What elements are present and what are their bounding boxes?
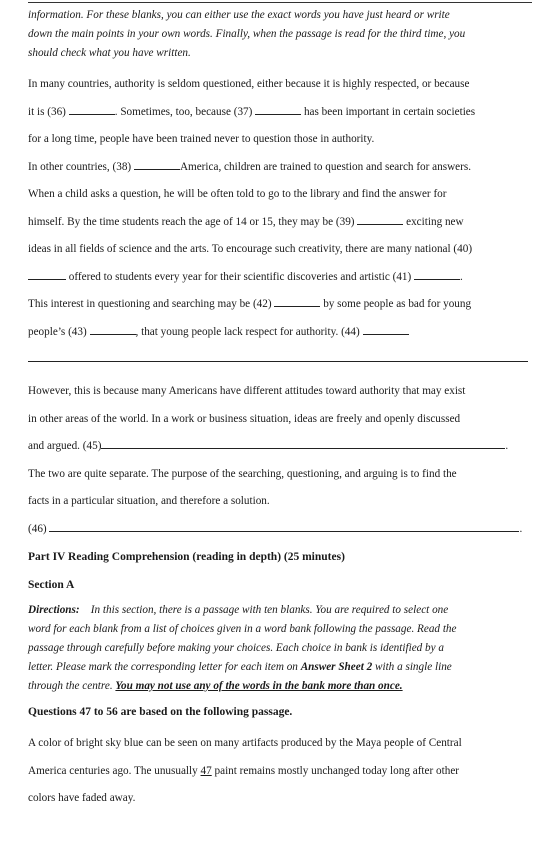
blank-41[interactable] bbox=[414, 268, 460, 280]
text-line: The two are quite separate. The purpose of the searching, questioning, and arguing is to find the bbox=[28, 467, 457, 480]
directions-block bbox=[28, 601, 532, 696]
intro-line: should check what you have written. bbox=[28, 47, 191, 59]
text-line: However, this is because many Americans have different attitudes toward authority that may exist bbox=[28, 385, 466, 397]
text-line: This interest in questioning and searching may be (42) by some people as bad for young bbox=[28, 291, 532, 319]
questions-heading: Questions 47 to 56 are based on the following passage. bbox=[28, 706, 293, 718]
text-line: In other countries, (38) America, children are trained to question and search for answers. bbox=[28, 154, 532, 182]
directions-line: letter. Please mark the corresponding letter for each item on Answer Sheet 2 with a single line bbox=[28, 661, 452, 673]
text-line: in other areas of the world. In a work or business situation, ideas are freely and openly discussed bbox=[28, 412, 461, 425]
text-line: offered to students every year for their scientific discoveries and artistic (41) . bbox=[28, 264, 532, 292]
reading-passage bbox=[28, 730, 532, 813]
word-bank-rule: You may not use any of the words in the bank more than once. bbox=[115, 680, 403, 692]
blank-44[interactable] bbox=[363, 323, 409, 335]
dictation-paragraph-3 bbox=[28, 378, 532, 461]
text-line: colors have faded away. bbox=[28, 792, 136, 804]
intro-instructions bbox=[28, 6, 532, 63]
part-iv-section bbox=[28, 547, 532, 722]
part-iv-title: Part IV Reading Comprehension (reading in depth) (25 minutes) bbox=[28, 551, 345, 563]
text-line: A color of bright sky blue can be seen on many artifacts produced by the Maya people of Central bbox=[28, 737, 462, 749]
dictation-paragraph-4 bbox=[28, 461, 532, 544]
blank-43[interactable] bbox=[90, 323, 136, 335]
blank-38[interactable] bbox=[134, 158, 180, 170]
blank-47[interactable]: 47 bbox=[200, 764, 212, 777]
blank-37[interactable] bbox=[255, 103, 301, 115]
blank-39[interactable] bbox=[357, 213, 403, 225]
answer-sheet-ref: Answer Sheet 2 bbox=[300, 661, 373, 673]
directions-line: passage through carefully before making your choices. Each choice in bank is identified by a bbox=[28, 642, 445, 654]
directions-label: Directions: bbox=[28, 604, 80, 616]
blank-46[interactable] bbox=[49, 520, 519, 532]
text-line: for a long time, people have been trained never to question those in authority. bbox=[28, 133, 375, 145]
text-line: ideas in all fields of science and the arts. To encourage such creativity, there are many national (40) bbox=[28, 243, 473, 255]
dictation-paragraph-1 bbox=[28, 71, 532, 154]
text-line: himself. By the time students reach the age of 14 or 15, they may be (39) exciting new bbox=[28, 209, 532, 237]
intro-line: down the main points in your own words. Finally, when the passage is read for the third time, you bbox=[28, 28, 466, 40]
top-rule bbox=[28, 2, 532, 3]
text-line: When a child asks a question, he will be often told to go to the library and find the answer for bbox=[28, 188, 447, 200]
text-line: America centuries ago. The unusually 47 paint remains mostly unchanged today long after other bbox=[28, 764, 460, 777]
blank-45[interactable] bbox=[101, 437, 505, 449]
blank-42[interactable] bbox=[274, 295, 320, 307]
text-line: and argued. (45) . bbox=[28, 433, 532, 461]
exam-page bbox=[0, 2, 560, 850]
blank-44-continuation[interactable] bbox=[28, 360, 528, 362]
text-line: (46) . bbox=[28, 516, 532, 544]
directions-line: Directions: In this section, there is a passage with ten blanks. You are required to select one bbox=[28, 604, 449, 616]
intro-line: information. For these blanks, you can either use the exact words you have just heard or write bbox=[28, 9, 450, 21]
dictation-paragraph-2 bbox=[28, 154, 532, 363]
text-line: it is (36) . Sometimes, too, because (37) has been important in certain societies bbox=[28, 99, 532, 127]
directions-line: word for each blank from a list of choices given in a word bank following the passage. Read the bbox=[28, 623, 457, 635]
section-a-title: Section A bbox=[28, 579, 75, 591]
text-line: In many countries, authority is seldom questioned, either because it is highly respected, or because bbox=[28, 78, 470, 90]
text-line: facts in a particular situation, and therefore a solution. bbox=[28, 495, 270, 507]
directions-line: through the centre. You may not use any of the words in the bank more than once. bbox=[28, 680, 403, 692]
blank-40[interactable] bbox=[28, 268, 66, 280]
blank-36[interactable] bbox=[69, 103, 115, 115]
text-line: people’s (43) , that young people lack respect for authority. (44) bbox=[28, 319, 532, 347]
